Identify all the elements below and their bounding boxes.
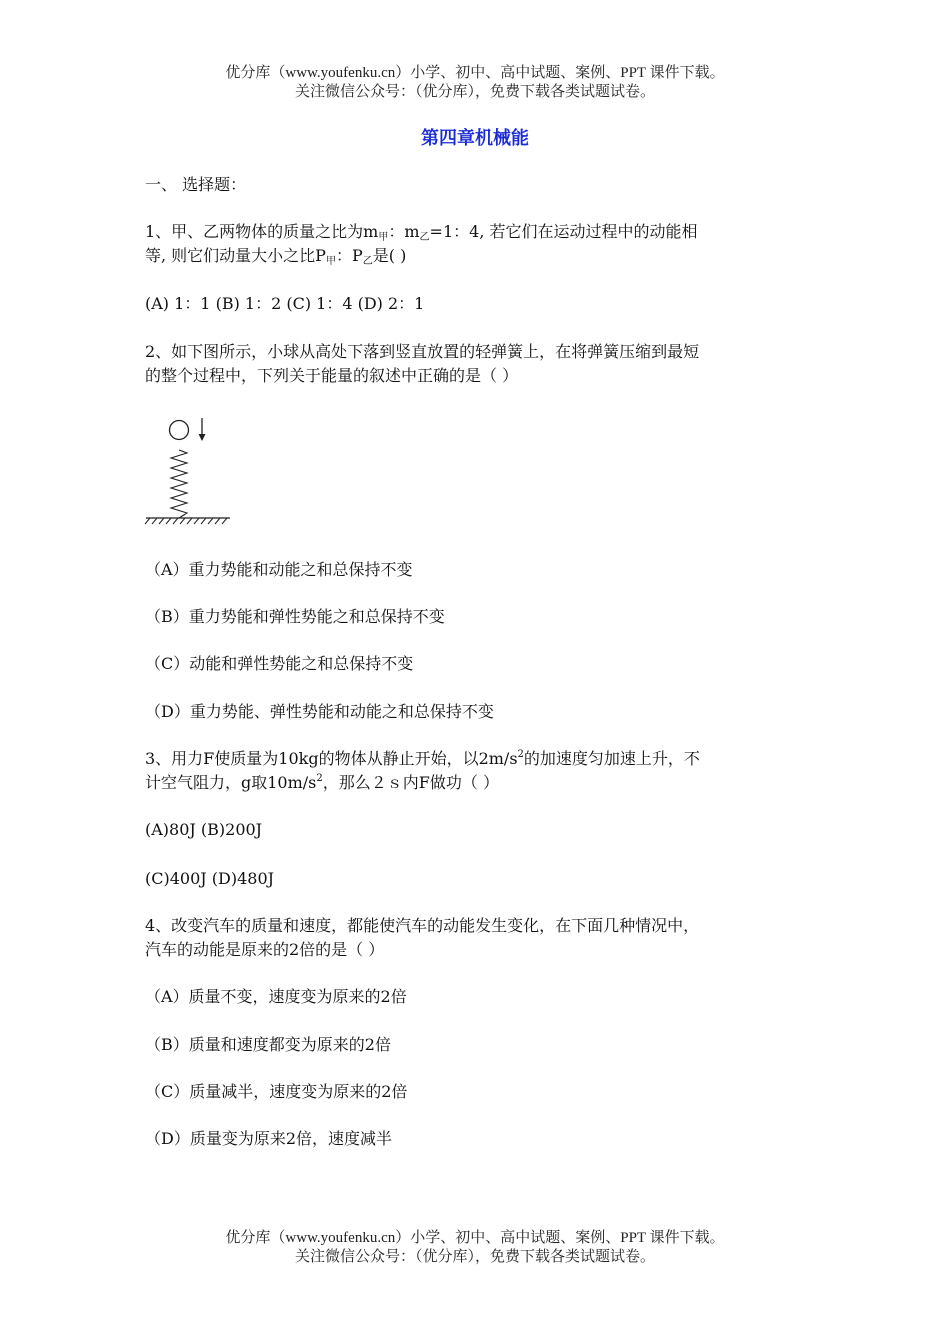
header-line-1: 优分库（www.youfenku.cn）小学、初中、高中试题、案例、PPT 课件下载。 [225, 65, 725, 81]
footer-line-1: 优分库（www.youfenku.cn）小学、初中、高中试题、案例、PPT 课件下载。 [225, 1230, 725, 1246]
spring-icon [171, 450, 187, 518]
q4-line-2: 汽车的动能是原来的2倍的是（ ） [145, 940, 385, 959]
q3-text-b: 的加速度匀加速上升，不 [523, 749, 700, 768]
q1-sub-jia: 甲 [378, 232, 389, 243]
q4-option-c: （C）质量减半，速度变为原来的2倍 [145, 1082, 408, 1101]
q1-text-b: ：m [388, 222, 420, 241]
q3-sup-1: 2 [517, 749, 524, 760]
q1-sub-yi-2: 乙 [362, 256, 373, 267]
page-header [0, 64, 950, 102]
footer-line-2: 关注微信公众号：（优分库），免费下载各类试题试卷。 [294, 1249, 655, 1265]
q1-text-d: 等, 则它们动量大小之比P [145, 246, 326, 265]
q3-text-c: 计空气阻力，g取10m/s [145, 773, 317, 792]
q1-line-2 [145, 243, 810, 275]
q3-line-1 [145, 746, 810, 772]
q2-option-c: （C）动能和弹性势能之和总保持不变 [145, 654, 414, 673]
q1-sub-yi: 乙 [419, 232, 430, 243]
q3-sup-2: 2 [316, 773, 323, 784]
q2-line-1: 2、如下图所示，小球从高处下落到竖直放置的轻弹簧上，在将弹簧压缩到最短 [145, 342, 700, 361]
section-heading: 一、 选择题： [145, 175, 247, 194]
page-title: 第四章机械能 [421, 128, 529, 149]
q4-option-b: （B）质量和速度都变为原来的2倍 [145, 1035, 391, 1054]
ground-hatch [145, 518, 227, 524]
page-footer [0, 1229, 950, 1267]
header-line-2: 关注微信公众号：（优分库），免费下载各类试题试卷。 [294, 84, 655, 100]
q1-text-e: ：P [335, 246, 363, 265]
q3-text-a: 3、用力F使质量为10kg的物体从静止开始，以2m/s [145, 749, 518, 768]
q2-option-d: （D）重力势能、弹性势能和动能之和总保持不变 [145, 702, 494, 721]
q1-sub-jia-2: 甲 [325, 256, 336, 267]
ball-icon [170, 421, 189, 440]
q3-line-2 [145, 770, 810, 796]
q2-option-b: （B）重力势能和弹性势能之和总保持不变 [145, 607, 445, 626]
ball-spring-figure [140, 410, 235, 528]
q3-text-d: ，那么２ｓ内F做功（ ） [322, 773, 499, 792]
q4-line-1: 4、改变汽车的质量和速度，都能使汽车的动能发生变化，在下面几种情况中， [145, 916, 700, 935]
q1-text-c: =1：4, 若它们在运动过程中的动能相 [429, 222, 698, 241]
q1-options: (A) 1：1 (B) 1：2 (C) 1：4 (D) 2：1 [145, 294, 425, 313]
q1-text-a: 1、甲、乙两物体的质量之比为m [145, 222, 379, 241]
q1-text-f: 是( ) [372, 246, 407, 265]
q4-option-d: （D）质量变为原来2倍，速度减半 [145, 1129, 393, 1148]
q2-line-2: 的整个过程中，下列关于能量的叙述中正确的是（ ） [145, 366, 519, 385]
q2-option-a: （A）重力势能和动能之和总保持不变 [145, 560, 413, 579]
down-arrow-icon [199, 418, 206, 441]
q3-options-1: (A)80J (B)200J [145, 820, 263, 839]
q3-options-2: (C)400J (D)480J [145, 869, 275, 888]
q4-option-a: （A）质量不变，速度变为原来的2倍 [145, 987, 407, 1006]
